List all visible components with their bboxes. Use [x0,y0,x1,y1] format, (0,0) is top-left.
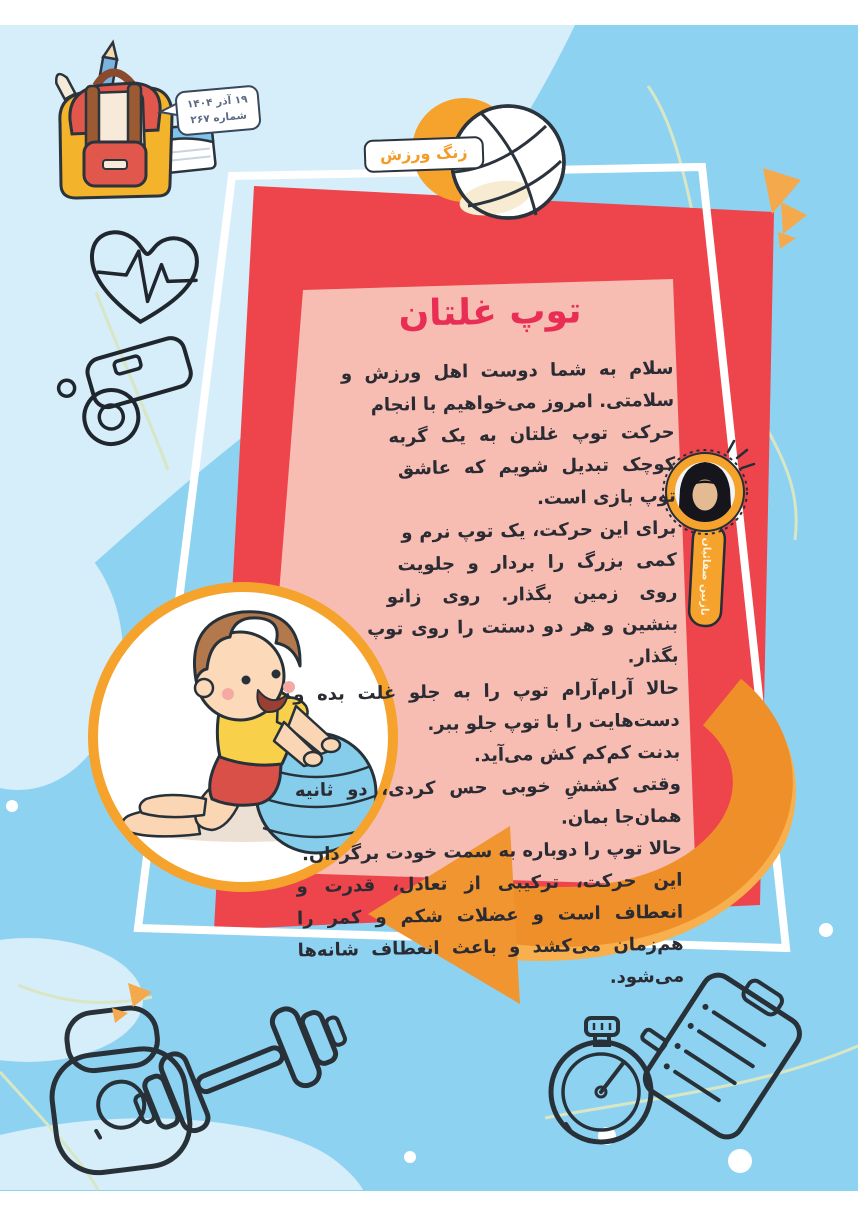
article-paragraph: وقتی کششِ خوبی حس کردی، دو ثانیه همان‌جا بمان. [294,773,682,829]
author-name: نازنین صفائیان [698,537,713,616]
article-paragraph: برای این حرکت، یک توپ نرم و کمی بزرگ را بردار و جلویت روی زمین بگذار. روی زانو بنشین و هر دو دستت را روی توپ بگذار. [366,517,679,668]
article-body [287,353,685,988]
issue-date-bubble [174,84,262,136]
article-paragraph: این حرکت، ترکیبی از تعادل، قدرت و انعطاف است و عضلات شکم و کمر را هم‌زمان می‌کشد و باعث انعطاف شانه‌ها می‌شود. [296,869,685,988]
article-paragraph: حالا توپ را دوباره به سمت خودت برگردان. [301,837,683,866]
issue-number: شماره ۲۶۷ [190,109,248,127]
section-badge [363,136,484,173]
article-paragraph: حالا آرام‌آرام توپ را به جلو غلت بده و دست‌هایت را با توپ جلو ببر. [292,677,680,736]
section-badge-label: زنگ ورزش [379,142,468,165]
article-title: توپ غلتان [398,290,582,335]
article-paragraph: بدنت کم‌کم کش می‌آید. [473,741,681,767]
article-paragraph: سلام به شما دوست اهل ورزش و سلامتی. امروز می‌خواهیم با انجام حرکت توپ غلتان به یک گربه کوچک تبدیل شویم که عاشق توپ بازی است. [340,357,676,510]
issue-date: ۱۹ آذر ۱۴۰۴ [186,93,249,111]
